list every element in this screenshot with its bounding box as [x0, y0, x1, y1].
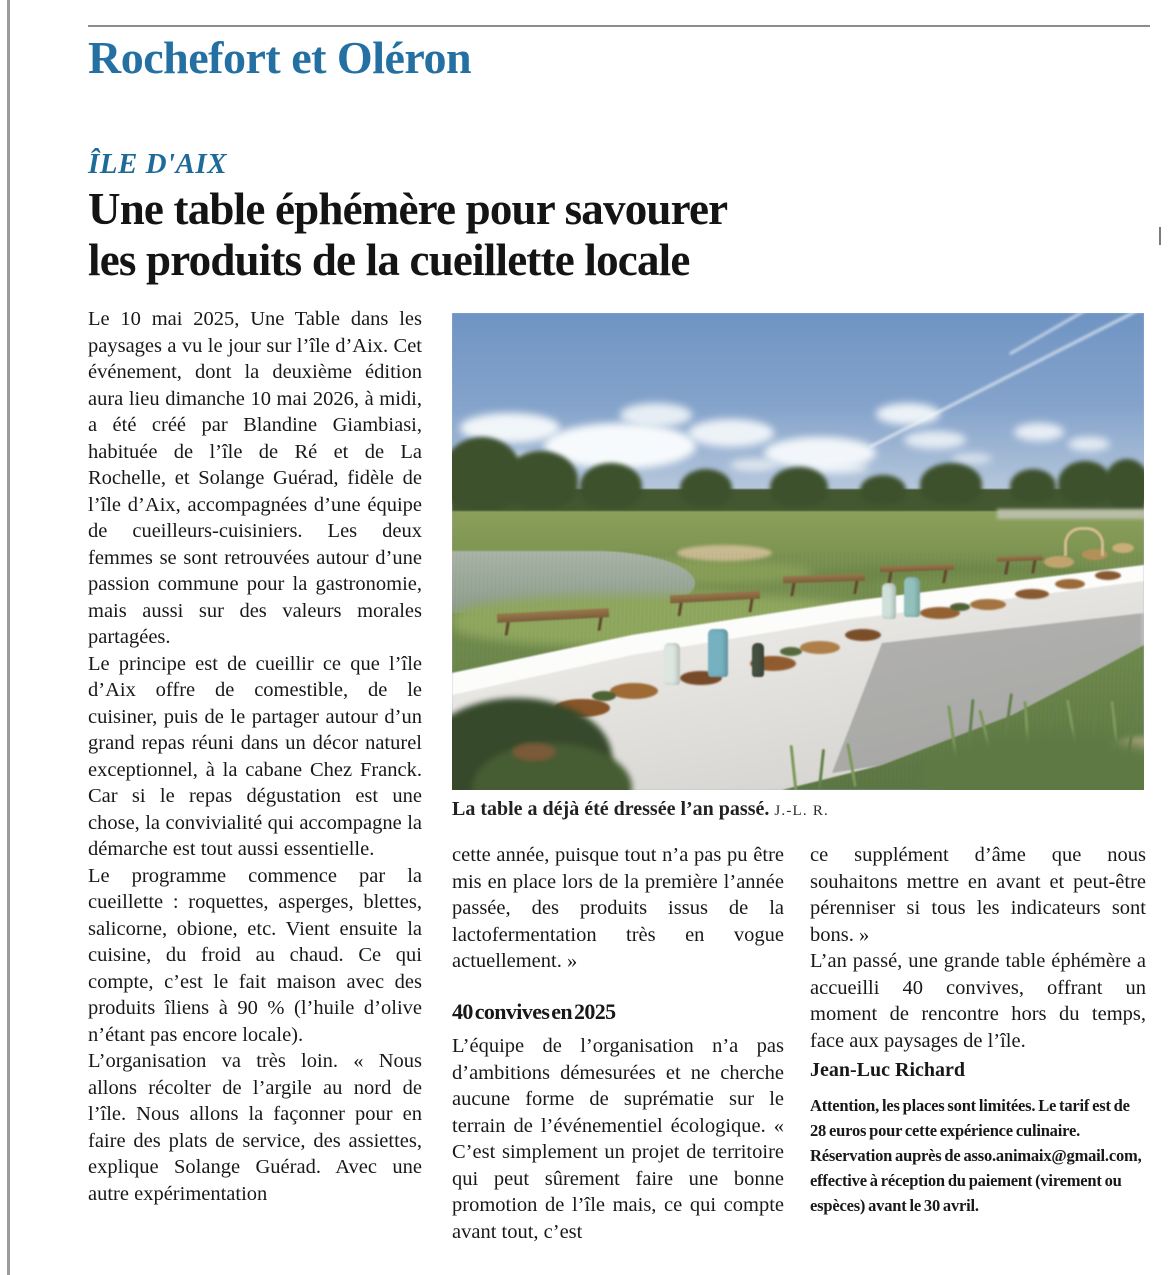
- bottle: [664, 643, 680, 685]
- article-byline: Jean-Luc Richard: [810, 1059, 965, 1081]
- scan-artifact-mark: [1159, 227, 1161, 245]
- section-title: Rochefort et Oléron: [88, 32, 472, 83]
- cloud: [688, 419, 774, 447]
- foreground-plants: [512, 743, 556, 761]
- paragraph: L’organisation va très loin. « Nous allons récolter de l’argile au nord de l’île. Nous allons la façonner pour en faire des plats de service, des assiettes, explique Solange Guérad. Avec une autre expérimentation: [88, 1050, 422, 1205]
- paragraph: L’équipe de l’organisation n’a pas d’ambitions démesurées et ne cherche aucune forme de suprématie sur le terrain de l’événementiel écologique. « C’est simplement un projet de territoire qui peut sûrement faire une bonne promotion de l’île mais, ce qui compte avant tout, c’est: [452, 1035, 784, 1243]
- paragraph: Le principe est de cueillir ce que l’île d’Aix offre de comestible, de le cuisiner, puis de le partager autour d’un grand repas réuni dans un décor naturel exceptionnel, à la cabane Chez Franck. Car si le repas dégustation est une chose, la convivialité qui accompagne la démarche est tout aussi essentielle.: [88, 652, 422, 860]
- article-photo-figure: [452, 313, 1144, 821]
- tree-clump: [860, 475, 906, 505]
- food-platter: [780, 647, 802, 656]
- cloud: [730, 459, 778, 471]
- cloud: [1014, 423, 1064, 441]
- photo-credit: J.-L. R.: [774, 803, 829, 819]
- basket-handle: [1064, 527, 1104, 556]
- paragraph: cette année, puisque tout n’a pas pu être mis en place lors de la première l’année passée, des produits issus de la lactofermentation très en vogue actuellement. »: [452, 844, 784, 972]
- cloud: [904, 431, 966, 449]
- tree-clump: [770, 467, 828, 507]
- photo-caption: [452, 798, 1144, 821]
- food-platter: [1095, 571, 1121, 580]
- bottle: [708, 629, 728, 677]
- tree-clump: [680, 469, 732, 507]
- food-platter: [950, 603, 970, 611]
- cloud: [1068, 437, 1110, 451]
- paragraph: ce supplément d’âme que nous souhaitons mettre en avant et peut-être pérenniser si tous les indicateurs sont bons. »: [810, 844, 1146, 946]
- section-rule: [88, 25, 1150, 27]
- road-strip: [997, 509, 1144, 519]
- tree-clump: [580, 463, 642, 509]
- food-platter: [1044, 556, 1074, 568]
- article-column-1: [88, 306, 422, 1246]
- food-platter: [845, 629, 881, 641]
- booking-note: Attention, les places sont limitées. Le tarif est de 28 euros pour cette expérience culinaire. Réservation auprès de asso.animaix@gmail.com, effective à réception du paiement (virement ou espèces) avant le 30 avril.: [810, 1095, 1142, 1215]
- article-kicker: ÎLE D'AIX: [88, 148, 228, 180]
- food-platter: [1112, 543, 1134, 553]
- headline-line-1: Une table éphémère pour savourer: [88, 184, 728, 234]
- tree-clump: [1104, 459, 1144, 509]
- food-platter: [970, 599, 1006, 610]
- paragraph: L’an passé, une grande table éphémère a accueilli 40 convives, offrant un moment de rencontre hors du temps, face aux paysages de l’île.: [810, 950, 1146, 1052]
- food-platter: [800, 641, 840, 654]
- article-photo: [452, 313, 1144, 790]
- tree-clump: [504, 451, 578, 509]
- cloud: [876, 403, 940, 425]
- article-subhead: 40 convives en 2025: [452, 998, 616, 1024]
- food-platter: [1015, 589, 1049, 599]
- caption-text: La table a déjà été dressée l’an passé.: [452, 798, 770, 820]
- paragraph: Le programme commence par la cueillette : roquettes, asperges, blettes, salicorne, obione, etc. Vient ensuite la cuisine, du froid au chaud. Ce qui compte, c’est le fait maison avec des produits îliens à 90 % (l’huile d’olive n’étant pas encore locale).: [88, 864, 422, 1046]
- page-edge-line: [7, 0, 10, 1275]
- food-platter: [610, 683, 658, 699]
- tree-clump: [1010, 469, 1056, 503]
- bottle: [904, 577, 920, 617]
- bottle: [882, 583, 896, 619]
- tree-clump: [920, 463, 982, 505]
- bottle: [752, 643, 764, 677]
- bench: [997, 555, 1043, 562]
- paragraph: Le 10 mai 2025, Une Table dans les paysages a vu le jour sur l’île d’Aix. Cet événement, dont la deuxième édition aura lieu dimanche 10 mai 2026, à midi, a été créé par Blandine Giambiasi, habituée de l’île de Ré et de La Rochelle, et Solange Guérad, fidèle de l’île d’Aix, accompagnées d’une équipe de cueilleurs-cuisiniers. Les deux femmes se sont retrouvées autour d’une passion commune pour la gastronomie, mais aussi sur des valeurs morales partagées.: [88, 308, 422, 648]
- article-column-3: [810, 842, 1146, 1262]
- photo-scene: [452, 313, 1144, 790]
- article-headline: [88, 184, 968, 287]
- cloud: [620, 403, 692, 427]
- article-column-2: [452, 842, 784, 1262]
- food-platter: [1055, 579, 1085, 589]
- headline-line-2: les produits de la cueillette locale: [88, 235, 690, 286]
- food-platter: [592, 691, 616, 701]
- cloud: [952, 453, 992, 464]
